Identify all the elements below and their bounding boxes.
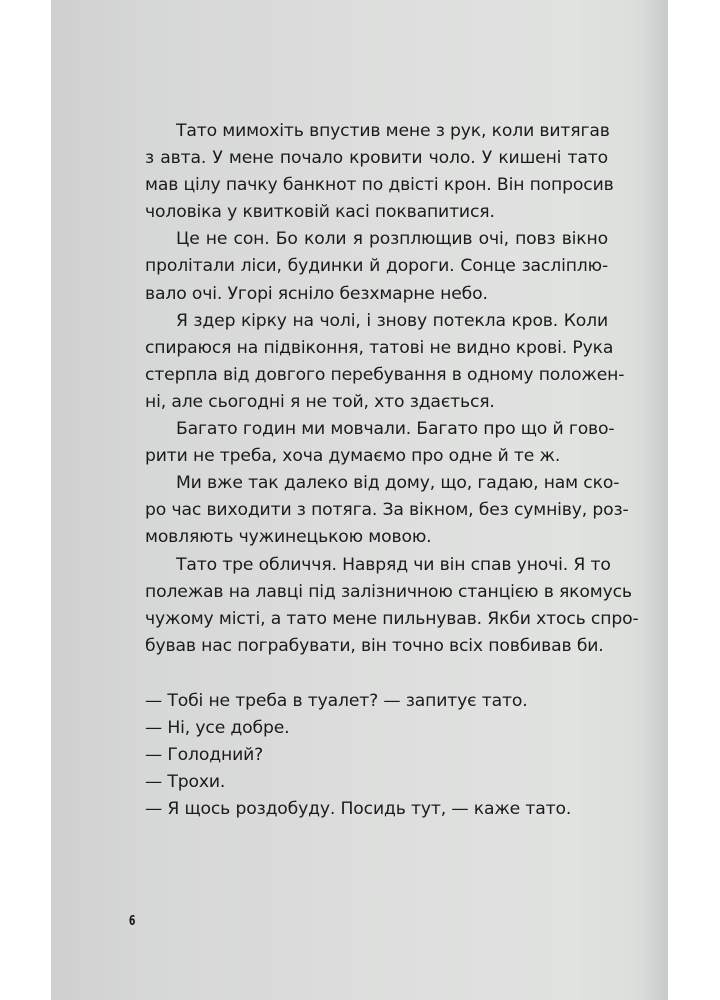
dialog-line: — Я щось роздобуду. Посидь тут, — каже тато.: [145, 799, 572, 820]
text-line: вало очі. Угорі ясніло безхмарне небо.: [145, 283, 488, 304]
text-line: чоловіка у квитковій касі поквапитися.: [145, 202, 495, 223]
paragraph-6: [114, 552, 639, 660]
page-number: 6: [128, 914, 136, 929]
text-line: стерпла від довгого перебування в одному положен-: [145, 364, 625, 385]
paragraph-3: [114, 308, 625, 416]
text-line: Це не сон. Бо коли я розплющив очі, повз вікно: [176, 229, 608, 250]
paragraph-2: [114, 226, 608, 307]
dialog-line: — Трохи.: [145, 772, 226, 793]
text-line: рити не треба, хоча думаємо про одне й те ж.: [145, 446, 561, 467]
paragraph-4: [114, 416, 615, 470]
text-line: спираюся на підвіконня, татові не видно крові. Рука: [145, 337, 614, 358]
book-page: [51, 0, 668, 1000]
paragraph-1: [114, 118, 614, 226]
paragraph-5: [114, 470, 629, 551]
text-line: пролітали ліси, будинки й дороги. Сонце засліплю-: [145, 256, 608, 277]
dialog-line: — Тобі не треба в туалет? — запитує тато.: [145, 690, 528, 711]
body-text: [114, 118, 639, 823]
text-line: Тато тре обличчя. Навряд чи він спав уночі. Я то: [176, 554, 611, 575]
text-line: мовляють чужинецькою мовою.: [145, 527, 432, 548]
dialog-line: — Голодний?: [145, 745, 264, 766]
text-line: полежав на лавці під залізничною станцією в якомусь: [145, 581, 632, 602]
text-line: Тато мимохіть впустив мене з рук, коли витягав: [176, 121, 610, 141]
text-line: Ми вже так далеко від дому, що, гадаю, нам ско-: [176, 473, 620, 494]
text-line: Я здер кірку на чолі, і знову потекла кров. Коли: [176, 310, 608, 331]
dialog-line: — Ні, усе добре.: [145, 717, 290, 738]
text-line: ро час виходити з потяга. За вікном, без сумніву, роз-: [145, 500, 629, 521]
dialog-block: [114, 688, 608, 823]
text-line: мав цілу пачку банкнот по двісті крон. Він попросив: [145, 175, 614, 196]
text-line: Багато годин ми мовчали. Багато про що й гово-: [176, 419, 615, 440]
text-line: чужому місті, а тато мене пильнував. Якби хтось спро-: [145, 608, 639, 629]
text-line: з авта. У мене почало кровити чоло. У кишені тато: [145, 148, 608, 169]
text-line: бував нас пограбувати, він точно всіх повбивав би.: [145, 635, 604, 656]
text-line: ні, але сьогодні я не той, хто здається.: [145, 391, 495, 412]
